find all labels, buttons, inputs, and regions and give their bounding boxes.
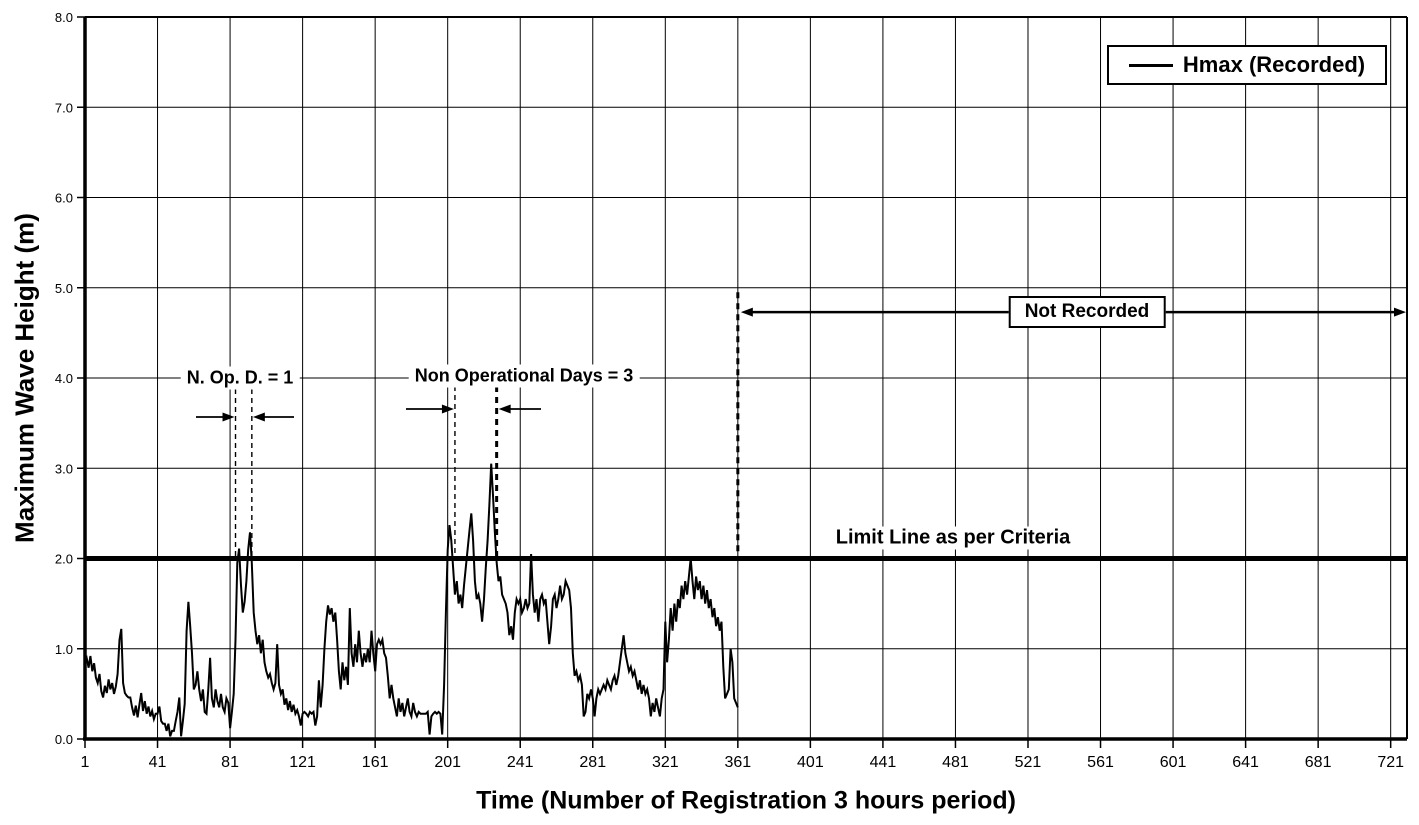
x-tick-label: 321: [651, 754, 679, 771]
y-tick-label: 0.0: [54, 732, 73, 747]
y-tick-label: 3.0: [54, 461, 73, 477]
x-tick-label: 361: [724, 754, 752, 771]
y-tick-label: 6.0: [54, 190, 73, 206]
x-tick-label: 521: [1014, 754, 1042, 771]
x-tick-label: 561: [1087, 754, 1114, 771]
legend-series-label: Hmax (Recorded): [1182, 52, 1366, 77]
x-tick-label: 161: [361, 754, 389, 771]
arrowhead: [741, 308, 753, 317]
x-tick-label: 241: [506, 754, 534, 771]
annotation-non-operational-days: Non Operational Days = 3: [409, 365, 640, 388]
x-tick-label: 401: [797, 754, 824, 771]
x-tick-label: 1: [80, 754, 90, 771]
limit-line-label: Limit Line as per Criteria: [832, 527, 1075, 550]
arrowhead: [1394, 308, 1406, 317]
annotation-not-recorded: Not Recorded: [1009, 296, 1166, 328]
x-tick-label: 281: [579, 754, 607, 771]
y-axis-title: Maximum Wave Height (m): [9, 213, 40, 543]
y-tick-label: 2.0: [54, 551, 73, 567]
x-tick-label: 81: [221, 754, 239, 771]
x-tick-label: 641: [1232, 754, 1259, 771]
x-tick-label: 681: [1304, 754, 1332, 771]
x-tick-label: 441: [869, 754, 897, 771]
x-tick-label: 201: [434, 754, 462, 771]
x-tick-label: 121: [289, 754, 316, 771]
y-tick-label: 8.0: [54, 10, 73, 25]
x-tick-label: 601: [1159, 754, 1187, 771]
arrowhead: [499, 405, 511, 414]
y-tick-label: 7.0: [54, 100, 73, 116]
x-axis-title: Time (Number of Registration 3 hours period): [476, 786, 1016, 815]
y-tick-label: 4.0: [54, 371, 73, 386]
legend-line-sample: [1129, 64, 1173, 67]
y-tick-label: 1.0: [54, 641, 73, 657]
annotation-n-op-d: N. Op. D. = 1: [181, 367, 300, 390]
x-tick-label: 481: [942, 754, 969, 771]
arrowhead: [253, 413, 265, 422]
arrowhead: [223, 413, 235, 422]
x-tick-label: 721: [1377, 754, 1405, 771]
x-tick-label: 41: [148, 754, 167, 771]
legend: [1107, 45, 1387, 85]
y-tick-label: 5.0: [54, 280, 73, 296]
hmax-series-line: [85, 464, 738, 737]
